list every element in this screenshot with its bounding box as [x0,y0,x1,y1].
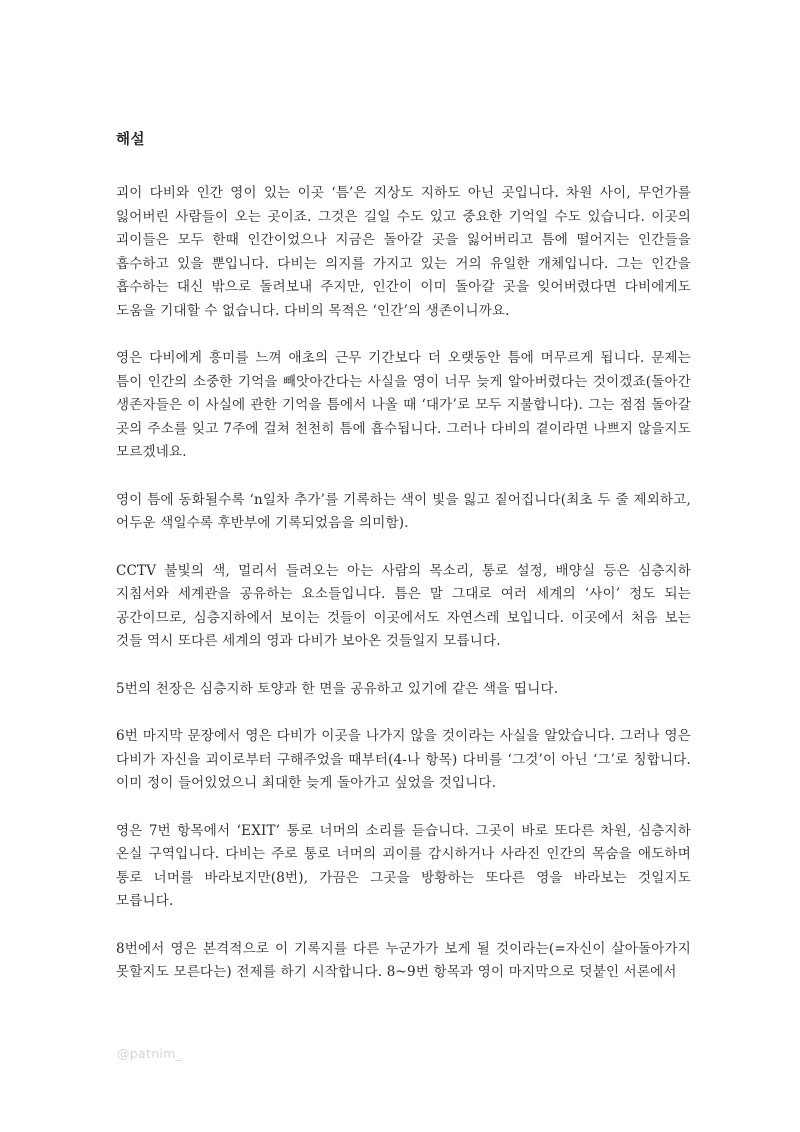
paragraph-4: CCTV 불빛의 색, 멀리서 들려오는 아는 사람의 목소리, 통로 설정, 배양실 등은 심층지하 지침서와 세계관을 공유하는 요소들입니다. 틈은 말 그대로 여러 세계의 ‘사이’ 정도 되는 공간이므로, 심층지하에서 보이는 것들이 이곳에서도 자연스레 보입니다. 이곳에서 처음 보는 것들 역시 또다른 세계의 영과 다비가 보아온 것들일지 모릅니다. [116,562,691,649]
document-title: 해설 [116,132,146,148]
document-body [116,128,691,1009]
paragraph-8: 8번에서 영은 본격적으로 이 기록지를 다른 누군가가 보게 될 것이라는(=자신이 살아돌아가지 못할지도 모른다는) 전제를 하기 시작합니다. 8~9번 항목과 영이 마지막으로 덧붙인 서론에서 [116,940,691,980]
watermark: @patnim_ [117,1046,183,1061]
paragraph-3: 영이 틈에 동화될수록 ‘n일차 추가’를 기록하는 색이 빛을 잃고 짙어집니다(최초 두 줄 제외하고, 어두운 색일수록 후반부에 기록되었음을 의미함). [116,491,691,531]
paragraph-7: 영은 7번 항목에서 ‘EXIT’ 통로 너머의 소리를 듣습니다. 그곳이 바로 또다른 차원, 심층지하 온실 구역입니다. 다비는 주로 통로 너머의 괴이를 감시하거나 사라진 인간의 목숨을 애도하며 통로 너머를 바라보지만(8번), 가끔은 그곳을 방황하는 또다른 영을 바라보는 것일지도 모릅니다. [116,822,691,909]
paragraph-5: 5번의 천장은 심층지하 토양과 한 면을 공유하고 있기에 같은 색을 띱니다. [116,680,559,697]
paragraph-1: 괴이 다비와 인간 영이 있는 이곳 ‘틈’은 지상도 지하도 아닌 곳입니다. 차원 사이, 무언가를 잃어버린 사람들이 오는 곳이죠. 그것은 길일 수도 있고 중요한 기억일 수도 있습니다. 이곳의 괴이들은 모두 한때 인간이었으나 지금은 돌아갈 곳을 잃어버리고 틈에 떨어지는 인간들을 흡수하고 있을 뿐입니다. 다비는 의지를 가지고 있는 거의 유일한 개체입니다. 그는 인간을 흡수하는 대신 밖으로 돌려보내 주지만, 인간이 이미 돌아갈 곳을 잊어버렸다면 다비에게도 도움을 기대할 수 없습니다. 다비의 목적은 ‘인간’의 생존이니까요. [116,185,691,319]
paragraph-2: 영은 다비에게 흥미를 느껴 애초의 근무 기간보다 더 오랫동안 틈에 머무르게 됩니다. 문제는 틈이 인간의 소중한 기억을 빼앗아간다는 사실을 영이 너무 늦게 알아버렸다는 것이겠죠(돌아간 생존자들은 이 사실에 관한 기억을 틈에서 나올 때 ‘대가’로 모두 지불합니다). 그는 점점 돌아갈 곳의 주소를 잊고 7주에 걸쳐 천천히 틈에 흡수됩니다. 그러나 다비의 곁이라면 나쁘지 않을지도 모르겠네요. [116,350,691,460]
paragraph-6: 6번 마지막 문장에서 영은 다비가 이곳을 나가지 않을 것이라는 사실을 알았습니다. 그러나 영은 다비가 자신을 괴이로부터 구해주었을 때부터(4-나 항목) 다비를 ‘그것’이 아닌 ‘그’로 칭합니다. 이미 정이 들어있었으니 최대한 늦게 돌아가고 싶었을 것입니다. [116,728,691,791]
